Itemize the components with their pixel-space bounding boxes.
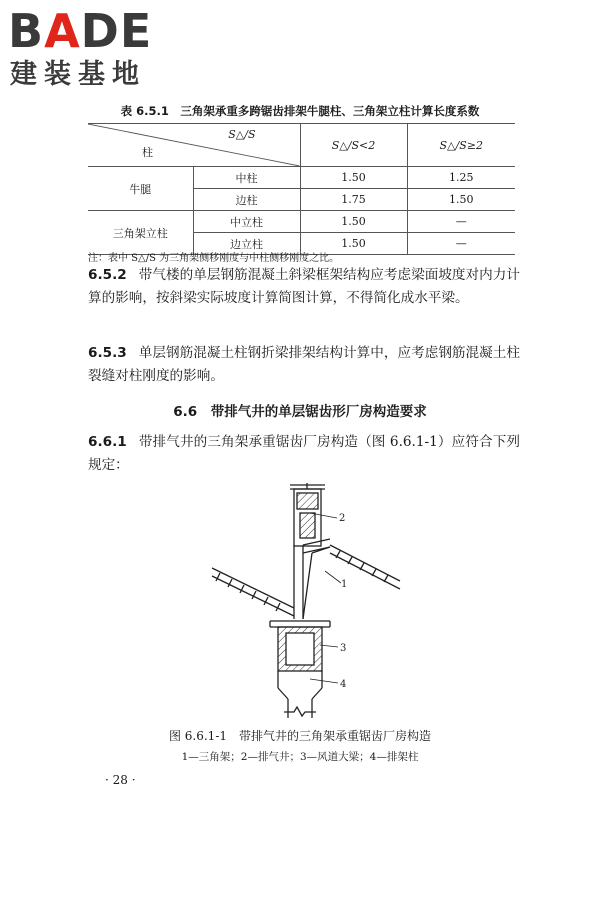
sawtooth-factory-figure (190, 483, 420, 718)
label-3: 3 (340, 643, 347, 654)
cell-value: 1.25 (407, 167, 515, 189)
bade-logo (8, 6, 178, 92)
structure-drawing (212, 483, 400, 718)
diagonal-line (88, 124, 300, 166)
left-roof (212, 568, 294, 616)
header-ratio-label: S△/S (228, 128, 256, 141)
clause-number: 6.6.1 (88, 434, 127, 450)
figure-legend: 1—三角架；2—排气井；3—风道大梁；4—排架柱 (181, 751, 419, 763)
logo-wordmark: BADE (8, 4, 153, 58)
header-col2: S△/S≥2 (407, 124, 515, 167)
figure-labels (339, 513, 347, 690)
group-label: 牛腿 (88, 167, 193, 211)
figure-caption: 图 6.6.1-1 带排气井的三角架承重锯齿厂房构造 (168, 729, 432, 743)
cell-value: 1.50 (300, 233, 407, 255)
table-title: 表 6.5.1 三角架承重多跨锯齿排架牛腿柱、三角架立柱计算长度系数 (120, 104, 480, 118)
table-header-diagonal-cell (88, 124, 300, 167)
label-1: 1 (341, 579, 348, 590)
label-2: 2 (339, 513, 346, 524)
row-label: 中立柱 (193, 211, 300, 233)
clause-number: 6.5.3 (88, 345, 127, 361)
section-heading: 6.6 带排气井的单层锯齿形厂房构造要求 (173, 404, 427, 420)
row-label: 边立柱 (193, 233, 300, 255)
cell-value: — (407, 211, 515, 233)
page-number: · 28 · (105, 773, 136, 787)
clause-6-6-1 (88, 431, 520, 477)
row-label: 边柱 (193, 189, 300, 211)
clause-number: 6.5.2 (88, 267, 127, 283)
clause-text: 带排气井的三角架承重锯齿厂房构造（图 6.6.1-1）应符合下列规定： (88, 434, 520, 473)
cell-value: 1.75 (300, 189, 407, 211)
row-label: 中柱 (193, 167, 300, 189)
logo-subtitle: 建装基地 (10, 59, 146, 90)
coefficient-table (88, 123, 515, 255)
cell-value: 1.50 (407, 189, 515, 211)
clause-text: 带气楼的单层钢筋混凝土斜梁框架结构应考虑梁面坡度对内力计算的影响，按斜梁实际坡度计算简图计算，不得简化成水平梁。 (88, 267, 520, 306)
clause-6-5-2 (88, 264, 520, 310)
clause-6-5-3 (88, 342, 520, 388)
table-row (88, 211, 515, 233)
table-note: 注：表中 S△/S 为三角架侧移刚度与中柱侧移刚度之比。 (88, 253, 340, 264)
header-col1: S△/S<2 (300, 124, 407, 167)
bent-column (278, 671, 322, 718)
cell-value: 1.50 (300, 211, 407, 233)
cell-value: — (407, 233, 515, 255)
triangle-frame (294, 539, 330, 619)
label-4: 4 (340, 679, 347, 690)
table-row (88, 167, 515, 189)
clause-text: 单层钢筋混凝土柱钢折梁排架结构计算中，应考虑钢筋混凝土柱裂缝对柱刚度的影响。 (88, 345, 520, 384)
air-duct-beam (270, 621, 330, 671)
group-label: 三角架立柱 (88, 211, 193, 255)
header-column-label: 柱 (142, 146, 153, 159)
cell-value: 1.50 (300, 167, 407, 189)
